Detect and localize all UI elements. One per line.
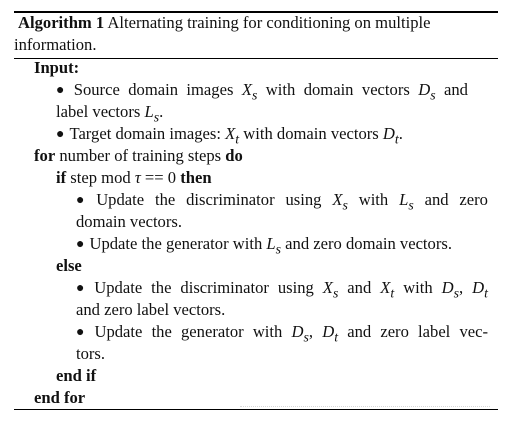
if-line: if step mod τ == 0 then	[56, 168, 212, 187]
bullet-icon: ●	[56, 127, 65, 142]
bullet-icon: ●	[76, 325, 90, 340]
input-bullet1-line2: label vectors $L_s$.	[56, 102, 164, 125]
end-if-keyword: end if	[56, 366, 97, 385]
caption-rule	[14, 58, 498, 59]
else-keyword: else	[56, 256, 82, 275]
algorithm-caption	[18, 12, 430, 34]
algorithm-label: Algorithm 1	[18, 13, 105, 32]
caption-text-line1: Alternating training for conditioning on multiple	[107, 13, 431, 32]
bullet-icon: ●	[76, 237, 85, 252]
input-bullet1-line1: ● Source domain images $X_s$ with domain vectors $D_s$ and	[56, 80, 468, 103]
else-bullet2-line1: ● Update the generator with $D_s$, $D_t$ and zero label vec-	[76, 322, 489, 345]
input-bullet2: ● Target domain images: $X_t$ with domain vectors $D_t$.	[56, 124, 403, 147]
then-bullet2: ● Update the generator with $L_s$ and zero domain vectors.	[76, 234, 452, 257]
then-bullet1-line2: domain vectors.	[76, 212, 182, 231]
bullet-icon: ●	[56, 83, 69, 98]
then-bullet1-line1: ● Update the discriminator using $X_s$ with $L_s$ and zero	[76, 190, 488, 213]
else-bullet2-line2: tors.	[76, 344, 106, 363]
bullet-icon: ●	[76, 281, 90, 296]
input-label: Input:	[34, 58, 80, 77]
bottom-rule	[14, 409, 498, 410]
for-line: for number of training steps do	[34, 146, 243, 165]
else-bullet1-line2: and zero label vectors.	[76, 300, 226, 319]
end-for-keyword: end for	[34, 388, 86, 407]
algorithm-caption-line2: information.	[14, 35, 97, 54]
bullet-icon: ●	[76, 193, 92, 208]
watermark-dots	[240, 406, 490, 409]
else-bullet1-line1: ● Update the discriminator using $X_s$ and $X_t$ with $D_s$, $D_t$	[76, 278, 488, 301]
